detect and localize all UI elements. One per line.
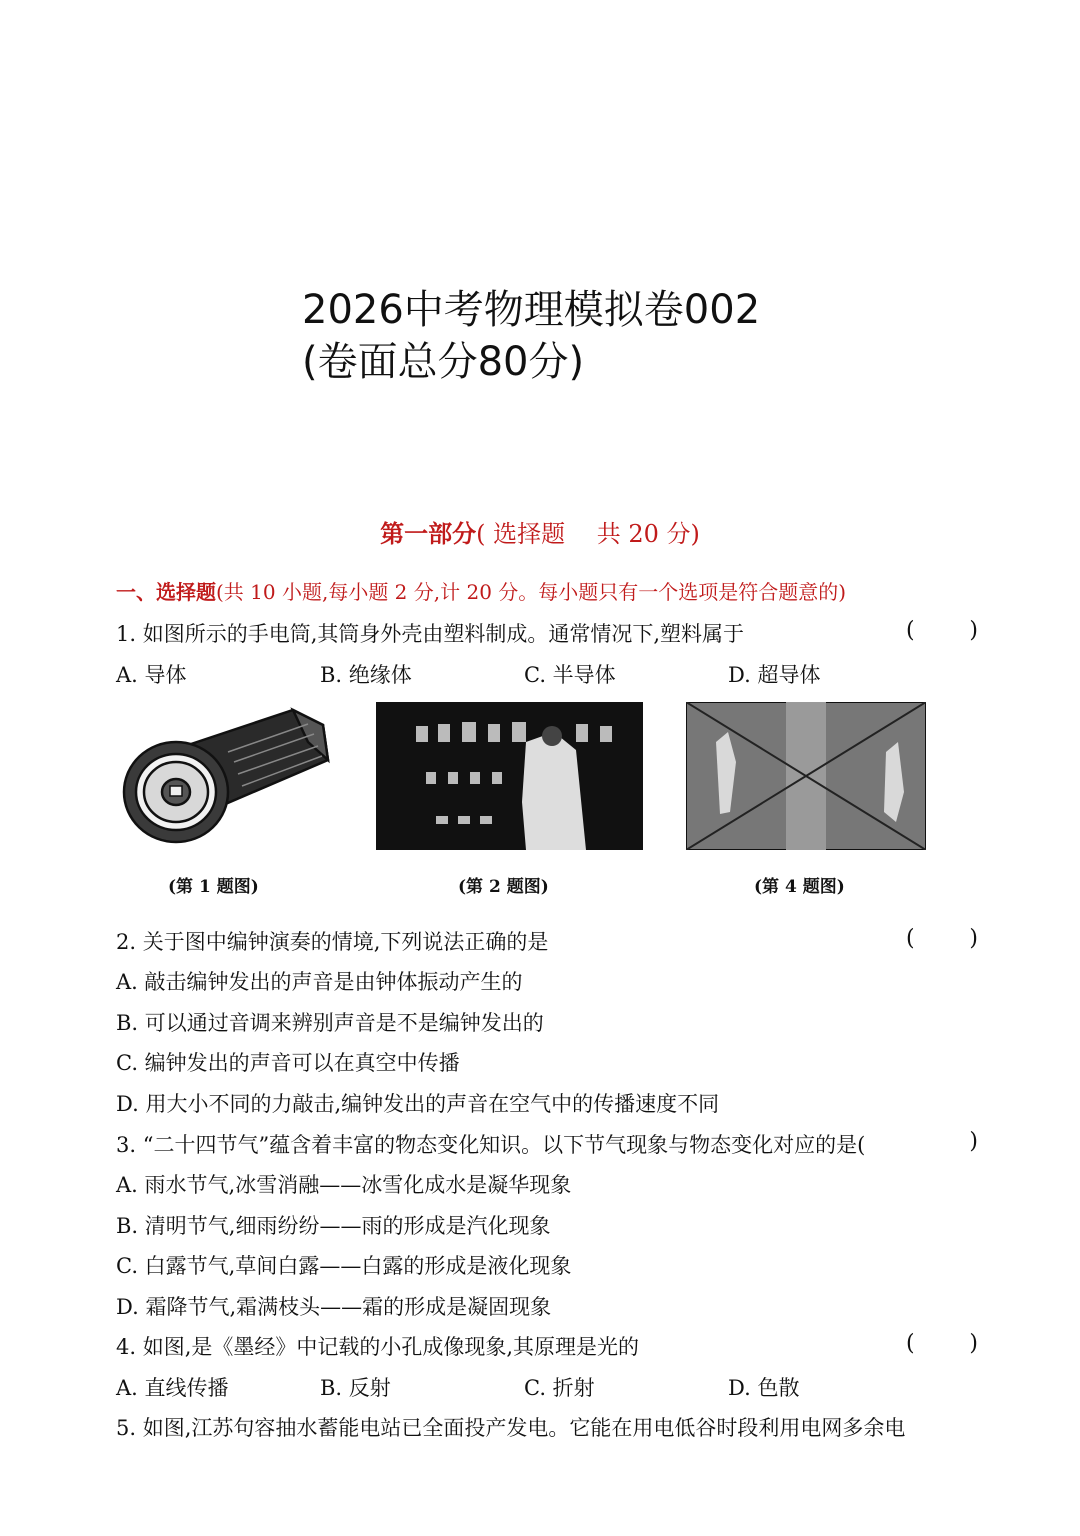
exam-title bbox=[302, 284, 760, 388]
question-2-option-a: A. 敲击编钟发出的声音是由钟体振动产生的 bbox=[116, 970, 523, 994]
figure-4-caption: (第 4 题图) bbox=[754, 877, 845, 897]
title-line-2: (卷面总分80分) bbox=[302, 339, 585, 385]
question-3-option-a: A. 雨水节气,冰雪消融——冰雪化成水是凝华现象 bbox=[116, 1173, 572, 1197]
question-3-stem: 3. “二十四节气”蕴含着丰富的物态变化知识。以下节气现象与物态变化对应的是( bbox=[116, 1133, 866, 1157]
part-heading bbox=[0, 514, 1080, 549]
part-heading-sub: ( 选择题 共 20 分) bbox=[476, 520, 700, 548]
question-4-option-c: C. 折射 bbox=[524, 1376, 595, 1400]
section-heading bbox=[116, 576, 846, 605]
question-5-stem: 5. 如图,江苏句容抽水蓄能电站已全面投产发电。它能在用电低谷时段利用电网多余电 bbox=[116, 1416, 906, 1440]
question-4-option-a: A. 直线传播 bbox=[116, 1376, 229, 1400]
bracket-close: ) bbox=[969, 1331, 978, 1356]
question-4-option-b: B. 反射 bbox=[320, 1376, 391, 1400]
question-1-option-b: B. 绝缘体 bbox=[320, 663, 412, 687]
question-3-option-d: D. 霜降节气,霜满枝头——霜的形成是凝固现象 bbox=[116, 1295, 552, 1319]
pinhole-imaging-figure bbox=[686, 702, 926, 850]
bracket-open: ( bbox=[906, 926, 915, 951]
question-4-stem: 4. 如图,是《墨经》中记载的小孔成像现象,其原理是光的 bbox=[116, 1335, 640, 1359]
section-heading-sub: (共 10 小题,每小题 2 分,计 20 分。每小题只有一个选项是符合题意的) bbox=[216, 580, 847, 604]
flashlight-figure bbox=[118, 700, 338, 850]
question-1-option-d: D. 超导体 bbox=[728, 663, 821, 687]
question-2-answer-bracket bbox=[906, 926, 978, 951]
bracket-open: ( bbox=[906, 1331, 915, 1356]
question-4-option-d: D. 色散 bbox=[728, 1376, 800, 1400]
question-2-option-b: B. 可以通过音调来辨别声音是不是编钟发出的 bbox=[116, 1011, 544, 1035]
question-2-option-d: D. 用大小不同的力敲击,编钟发出的声音在空气中的传播速度不同 bbox=[116, 1092, 720, 1116]
question-3-answer-bracket bbox=[906, 1129, 978, 1154]
question-4-answer-bracket bbox=[906, 1331, 978, 1356]
question-2-option-c: C. 编钟发出的声音可以在真空中传播 bbox=[116, 1051, 460, 1075]
bracket-open: ( bbox=[906, 618, 915, 643]
figure-1-caption: (第 1 题图) bbox=[168, 877, 259, 897]
question-3-option-b: B. 清明节气,细雨纷纷——雨的形成是汽化现象 bbox=[116, 1214, 551, 1238]
question-1-option-a: A. 导体 bbox=[116, 663, 187, 687]
section-heading-main: 一、选择题 bbox=[116, 580, 216, 604]
question-1-answer-bracket bbox=[906, 618, 978, 643]
bracket-close: ) bbox=[969, 926, 978, 951]
bracket-close: ) bbox=[969, 1129, 978, 1154]
question-1-option-c: C. 半导体 bbox=[524, 663, 616, 687]
question-3-option-c: C. 白露节气,草间白露——白露的形成是液化现象 bbox=[116, 1254, 572, 1278]
question-2-stem: 2. 关于图中编钟演奏的情境,下列说法正确的是 bbox=[116, 930, 549, 954]
question-1-stem: 1. 如图所示的手电筒,其筒身外壳由塑料制成。通常情况下,塑料属于 bbox=[116, 622, 745, 646]
figure-2-caption: (第 2 题图) bbox=[458, 877, 549, 897]
part-heading-main: 第一部分 bbox=[380, 519, 477, 548]
bracket-close: ) bbox=[969, 618, 978, 643]
title-line-1: 2026中考物理模拟卷002 bbox=[302, 287, 761, 333]
bianzhong-photo-figure bbox=[376, 702, 643, 850]
